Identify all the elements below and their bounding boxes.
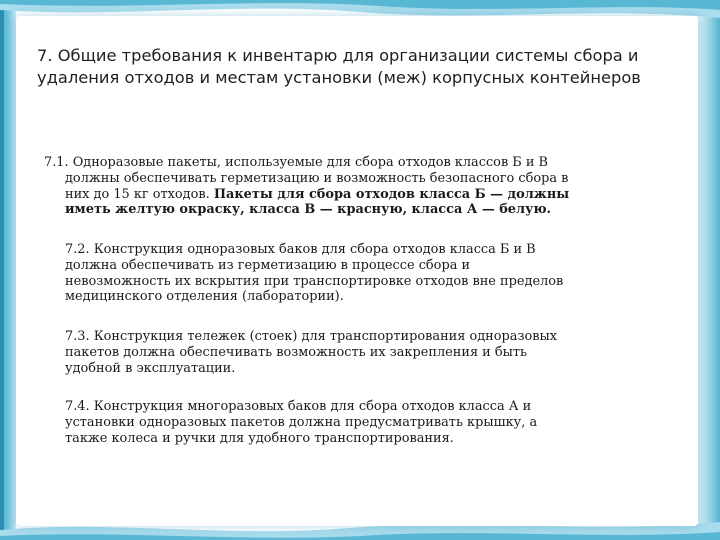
paragraph-line: пакетов должна обеспечивать возможность их закрепления и быть <box>65 344 528 360</box>
paragraph-7-2 <box>65 242 685 305</box>
paragraph-bold-text: Пакеты для сбора отходов класса Б — должны <box>213 186 570 202</box>
paragraph-7-4 <box>65 399 685 446</box>
title-line-2: удаления отходов и местам установки (меж) корпусных контейнеров <box>37 68 641 87</box>
paragraph-line: установки одноразовых пакетов должна предусматривать крышку, а <box>65 414 538 430</box>
left-decorative-border <box>0 0 16 540</box>
paragraph-bold-line: иметь желтую окраску, класса В — красную, класса А — белую. <box>65 202 552 218</box>
paragraph-line: 7.2. Конструкция одноразовых баков для сбора отходов класса Б и В <box>65 242 536 257</box>
paragraph-line: 7.4. Конструкция многоразовых баков для сбора отходов класса А и <box>65 399 532 414</box>
paragraph-line: 7.1. Одноразовые пакеты, используемые для сбора отходов классов Б и В <box>44 155 549 170</box>
slide-body <box>16 16 698 526</box>
paragraph-7-1 <box>44 155 684 218</box>
paragraph-line: должна обеспечивать из герметизацию в процессе сбора и <box>65 257 471 273</box>
paragraph-text: них до 15 кг отходов. <box>65 186 214 202</box>
right-decorative-border <box>698 0 720 540</box>
title-line-1: 7. Общие требования к инвентарю для организации системы сбора и <box>37 46 639 65</box>
paragraph-line: невозможность их вскрытия при транспортировке отходов вне пределов <box>65 273 564 289</box>
paragraph-line: медицинского отделения (лаборатории). <box>65 289 344 305</box>
paragraph-line: 7.3. Конструкция тележек (стоек) для транспортирования одноразовых <box>65 329 558 344</box>
paragraph-line: должны обеспечивать герметизацию и возможность безопасного сбора в <box>65 170 569 186</box>
paragraph-line: также колеса и ручки для удобного транспортирования. <box>65 430 454 446</box>
paragraph-7-3 <box>65 329 685 376</box>
paragraph-line <box>44 187 684 203</box>
paragraph-line: удобной в эксплуатации. <box>65 360 236 376</box>
slide-content-area <box>16 16 698 526</box>
